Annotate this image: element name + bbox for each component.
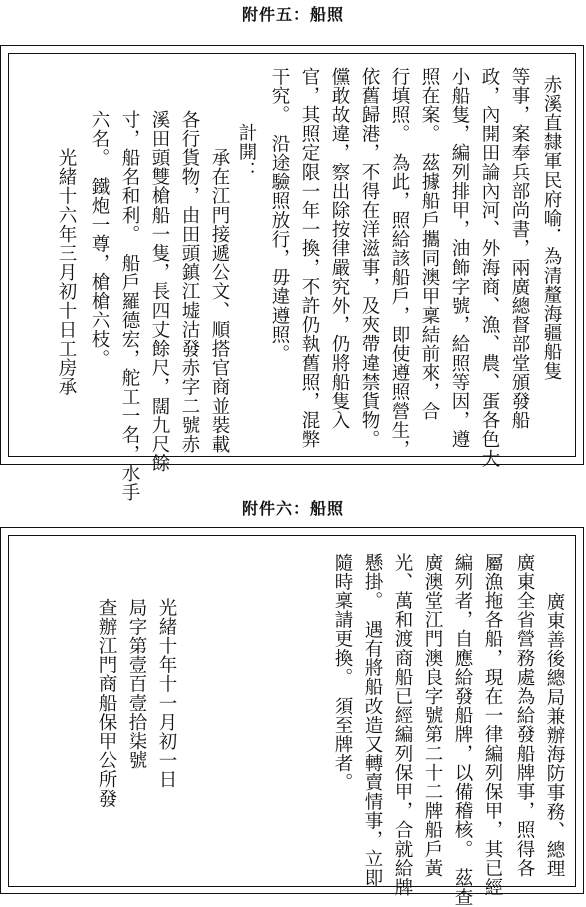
license-6-column-2: 廣東全省營務處為給發船牌事，照得各 (514, 553, 535, 878)
license-5-column-9: 官，其照定限一年一換，不許仍執舊照，混弊 (299, 67, 320, 449)
license-6-column-8: 隨時稟請更換。 須至牌者。 (332, 553, 353, 793)
license-5-column-11: 計開： (236, 123, 257, 181)
license-5-column-4: 小船隻，編列排甲，油飾字號，給照等因，遵 (449, 67, 470, 449)
license-5-column-17: 光緒十六年三月初十日工房承 (56, 110, 77, 397)
attachment-6-title: 附件六：船照 (241, 499, 344, 518)
license-6-column-5: 廣澳堂江門澳良字號第二十二牌船戶黃 (422, 553, 443, 878)
license-5-column-12: 承在江門接遞公文、順搭官商並裝載 (209, 110, 230, 454)
license-5-column-1: 赤溪直隸軍民府喻．為清釐海疆船隻 (541, 75, 562, 381)
license-6-date: 光緒十年十一月初一日 (156, 598, 177, 789)
license-6-serial-number: 局字第壹百壹拾柒號 (126, 598, 147, 770)
license-5-column-2: 等事，案奉兵部尚書，兩廣總督部堂頒發船 (509, 67, 530, 430)
license-5-column-6: 行填照。 為此，照給該船戶，即使遵照營生， (389, 67, 410, 459)
attachment-5-title: 附件五：船照 (241, 5, 344, 24)
license-6-column-3: 屬漁拖各船，現在一律編列保甲，其已經 (482, 553, 503, 897)
license-6-column-4: 編列者，自應給發船牌，以備稽核。 茲查 (452, 553, 473, 907)
license-6-column-6: 光、萬和渡商船已經編列保甲，合就給牌 (392, 553, 413, 897)
license-5-column-16: 六名。 鐵炮一尊，槍槍六枝。 (89, 110, 110, 369)
license-5-column-14: 溪田頭雙槍船一隻，長四丈餘尺，闊九尺餘 (149, 110, 170, 473)
license-5-column-7: 依舊歸港，不得在洋滋事，及夾帶違禁貨物。 (359, 67, 380, 449)
license-5-column-5: 照在案。 茲據船戶攜同澳甲稟結前來，合 (419, 67, 440, 421)
license-5-column-10: 干究。 沿途驗照放行，毋違遵照。 (269, 67, 290, 364)
license-5-column-13: 各行貨物，由田頭鎮江墟沽發赤字二號赤 (179, 110, 200, 454)
license-6-column-1: 廣東善後總局兼辦海防事務、總理 (544, 592, 565, 879)
ship-license-6-frame (0, 527, 584, 907)
ship-license-5-inner-border (8, 53, 576, 502)
ship-license-5-frame (0, 45, 584, 502)
license-6-column-7: 懸掛。 遇有將船改造又轉賣情事，立即 (362, 553, 383, 888)
license-6-issuer: 查辦江門商船保甲公所發 (96, 598, 117, 809)
license-5-column-15: 寸，船名和利。 船戶羅德宏，舵工一名，水手 (119, 110, 140, 502)
license-5-column-3: 政，內開田論內河、外海商、漁、農、蛋各色大 (479, 67, 500, 469)
ship-license-6-inner-border (8, 535, 576, 907)
license-5-column-8: 儻敢故違，察出除按律嚴究外，仍將船隻入 (329, 67, 350, 430)
